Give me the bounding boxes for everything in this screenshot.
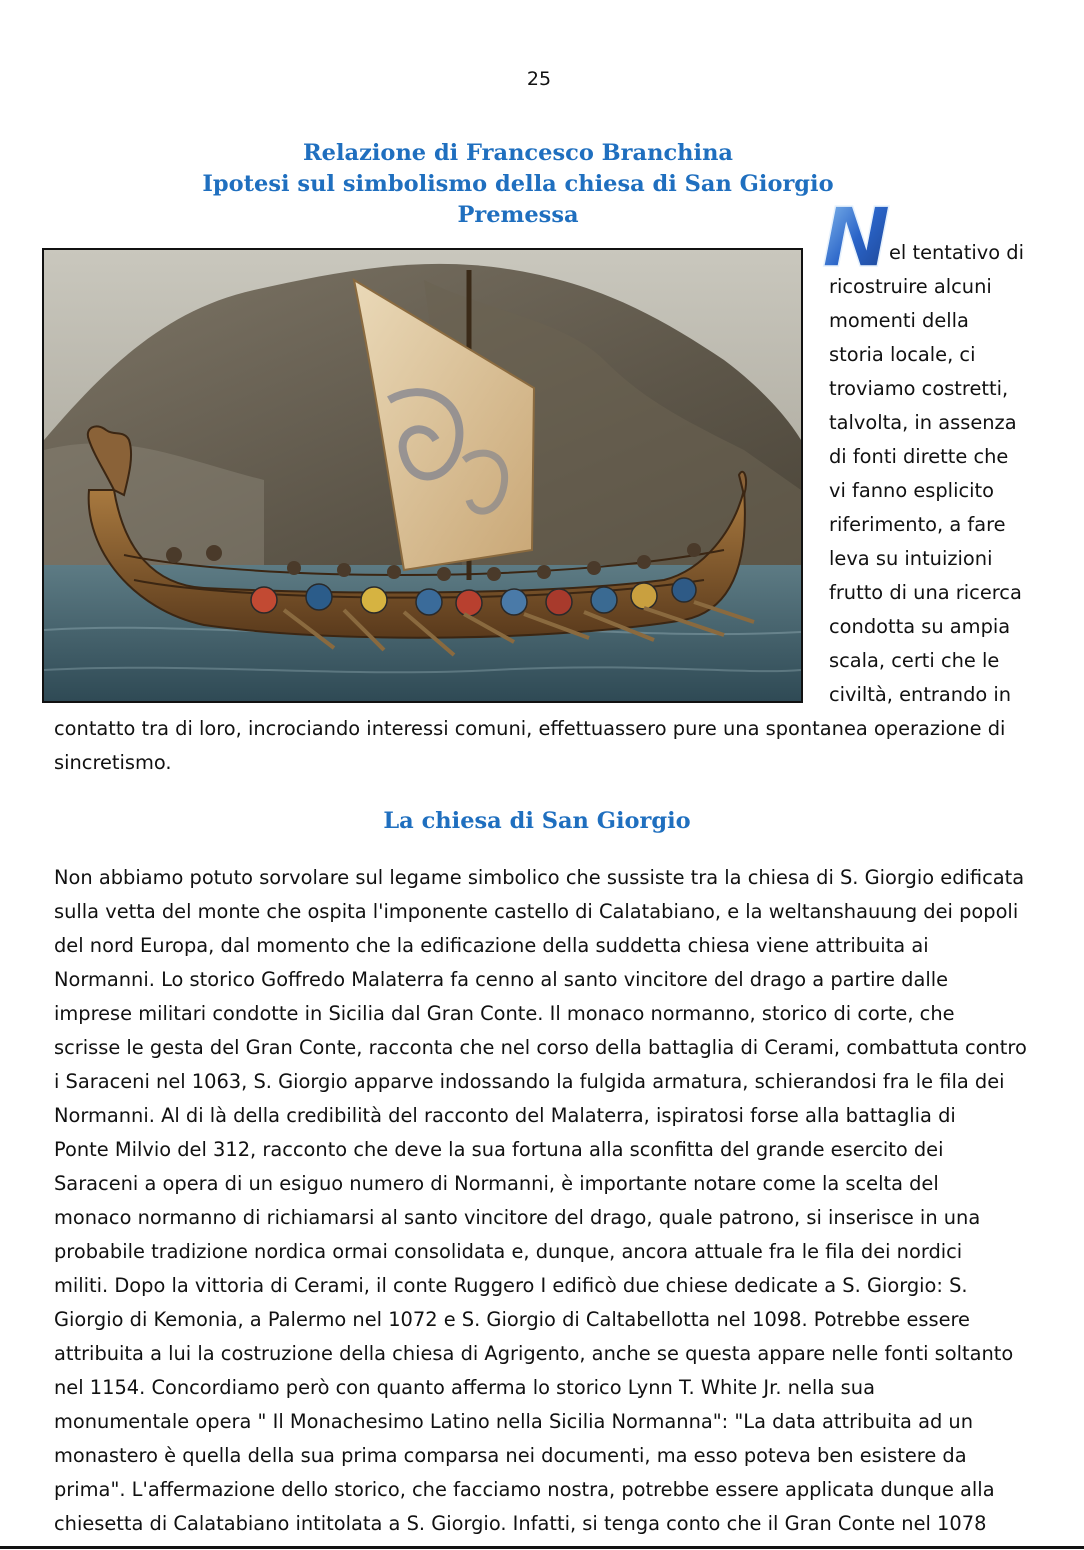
- intro-line: sincretismo.: [54, 751, 172, 774]
- body-line: monaco normanno di richiamarsi al santo vincitore del drago, quale patrono, si inserisce in una: [54, 1206, 981, 1229]
- body-line: Non abbiamo potuto sorvolare sul legame simbolico che sussiste tra la chiesa di S. Giorgio edificata: [54, 866, 1025, 889]
- intro-line: vi fanno esplicito: [829, 479, 994, 502]
- body-line: i Saraceni nel 1063, S. Giorgio apparve indossando la fulgida armatura, schierandosi fra le fila dei: [54, 1070, 1005, 1093]
- intro-line: momenti della: [829, 309, 969, 332]
- intro-line: leva su intuizioni: [829, 547, 993, 570]
- intro-line: contatto tra di loro, incrociando interessi comuni, effettuassero pure una spontanea operazione di: [54, 717, 1006, 740]
- bottom-rule: [0, 1546, 1084, 1549]
- body-line: Normanni. Lo storico Goffredo Malaterra fa cenno al santo vincitore del drago a partire dalle: [54, 968, 949, 991]
- premise-heading: Premessa: [457, 202, 579, 228]
- section-heading: La chiesa di San Giorgio: [383, 808, 691, 834]
- intro-line: riferimento, a fare: [829, 513, 1006, 536]
- body-line: attribuita a lui la costruzione della chiesa di Agrigento, anche se questa appare nelle fonti soltanto: [54, 1342, 1014, 1365]
- intro-line: ricostruire alcuni: [829, 275, 992, 298]
- drop-cap-letter: N: [822, 192, 891, 278]
- intro-line: el tentativo di: [889, 241, 1024, 264]
- report-subtitle: Ipotesi sul simbolismo della chiesa di San Giorgio: [202, 171, 834, 197]
- body-line: sulla vetta del monte che ospita l'imponente castello di Calatabiano, e la weltanshauung dei popoli: [54, 900, 1019, 923]
- body-line: scrisse le gesta del Gran Conte, racconta che nel corso della battaglia di Cerami, combattuta contro: [54, 1036, 1027, 1059]
- body-paragraph: [54, 861, 1064, 1541]
- body-line: militi. Dopo la vittoria di Cerami, il conte Ruggero I edificò due chiese dedicate a S. Giorgio: S.: [54, 1274, 968, 1297]
- body-line: monastero è quella della sua prima comparsa nei documenti, ma esso poteva ben esistere da: [54, 1444, 967, 1467]
- intro-full-width: [54, 712, 1054, 780]
- body-line: nel 1154. Concordiamo però con quanto afferma lo storico Lynn T. White Jr. nella sua: [54, 1376, 875, 1399]
- body-line: Ponte Milvio del 312, racconto che deve la sua fortuna alla sconfitta del grande esercito dei: [54, 1138, 944, 1161]
- body-line: Giorgio di Kemonia, a Palermo nel 1072 e S. Giorgio di Caltabellotta nel 1098. Potrebbe essere: [54, 1308, 970, 1331]
- intro-line: storia locale, ci: [829, 343, 976, 366]
- intro-line: troviamo costretti,: [829, 377, 1009, 400]
- page-number: 25: [526, 68, 552, 90]
- viking-ship-image: [42, 248, 803, 703]
- intro-line: condotta su ampia: [829, 615, 1011, 638]
- intro-side-column: [829, 236, 1039, 712]
- body-line: prima". L'affermazione dello storico, che facciamo nostra, potrebbe essere applicata dunque alla: [54, 1478, 995, 1501]
- body-line: imprese militari condotte in Sicilia dal Gran Conte. Il monaco normanno, storico di corte, che: [54, 1002, 955, 1025]
- intro-line: talvolta, in assenza: [829, 411, 1017, 434]
- body-line: chiesetta di Calatabiano intitolata a S. Giorgio. Infatti, si tenga conto che il Gran Conte nel 1078: [54, 1512, 987, 1535]
- body-line: probabile tradizione nordica ormai consolidata e, dunque, ancora attuale fra le fila dei nordici: [54, 1240, 963, 1263]
- body-line: Saraceni a opera di un esiguo numero di Normanni, è importante notare come la scelta del: [54, 1172, 939, 1195]
- intro-line: di fonti dirette che: [829, 445, 1009, 468]
- body-line: monumentale opera " Il Monachesimo Latino nella Sicilia Normanna": "La data attribuita ad un: [54, 1410, 974, 1433]
- intro-line: scala, certi che le: [829, 649, 1000, 672]
- report-title: Relazione di Francesco Branchina: [302, 140, 734, 166]
- intro-line: civiltà, entrando in: [829, 683, 1012, 706]
- intro-line: frutto di una ricerca: [829, 581, 1022, 604]
- body-line: del nord Europa, dal momento che la edificazione della suddetta chiesa viene attribuita ai: [54, 934, 929, 957]
- body-line: Normanni. Al di là della credibilità del racconto del Malaterra, ispiratosi forse alla battaglia di: [54, 1104, 956, 1127]
